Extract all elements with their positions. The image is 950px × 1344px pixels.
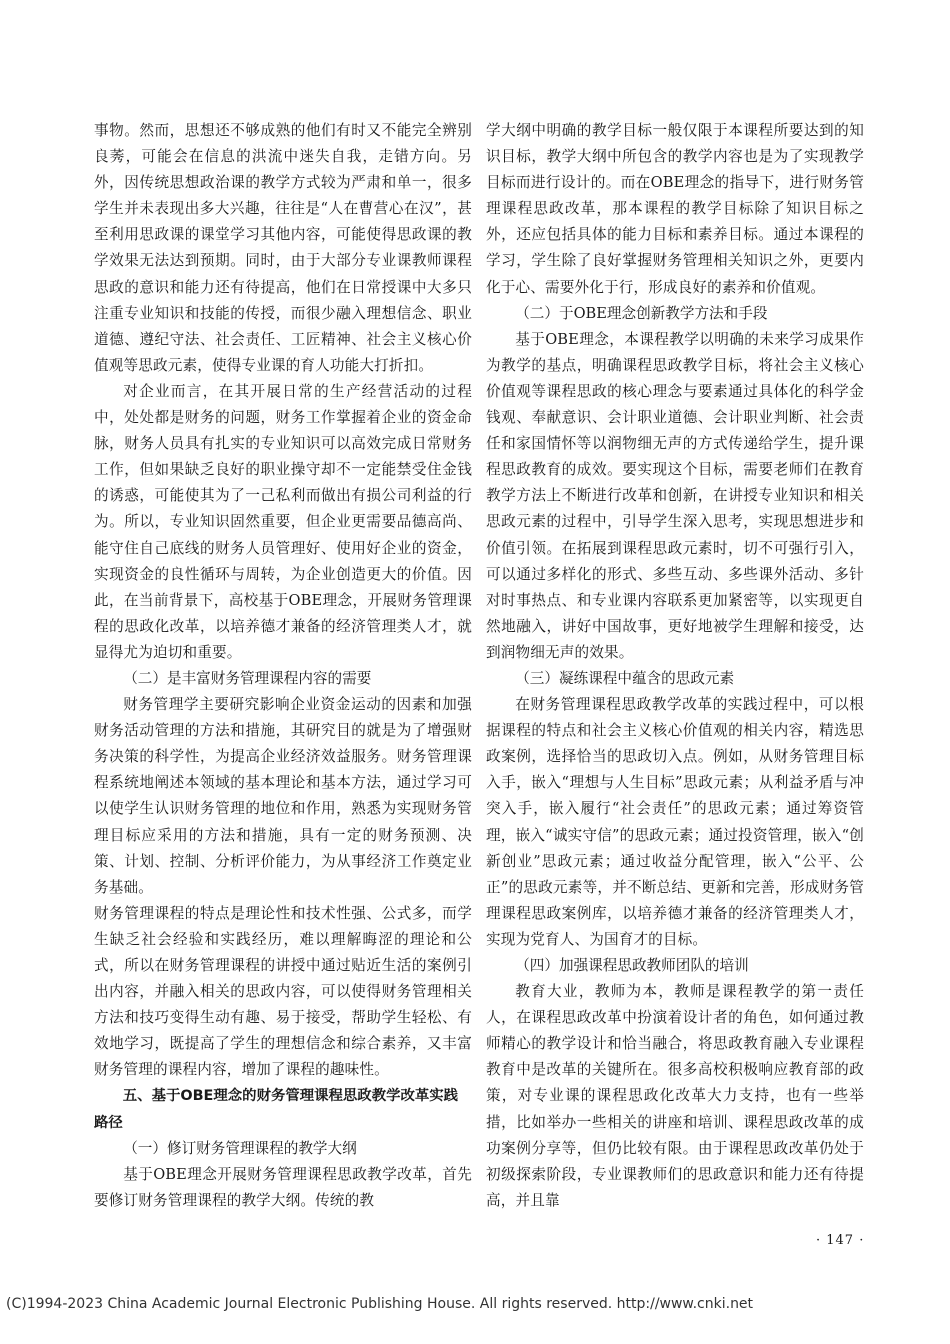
left-paragraph-3: 财务管理学主要研究影响企业资金运动的因素和加强财务活动管理的方法和措施，其研究目的就是为了增强财务决策的科学性，为提高企业经济效益服务。财务管理课程系统地阐述本领域的基本理论和基本方法，通过学习可以使学生认识财务管理的地位和作用，熟悉为实现财务管理目标应采用的方法和措施，具有一定的财务预测、决策、计划、控制、分析评价能力，为从事经济工作奠定业务基础。	[94, 696, 472, 896]
subheading-innovate-methods: （二）于OBE理念创新教学方法和手段	[515, 304, 768, 322]
left-column	[94, 118, 472, 1214]
copyright-footer: (C)1994-2023 China Academic Journal Electronic Publishing House. All rights reserved. http://www.cnki.net	[6, 1296, 754, 1312]
right-column	[486, 118, 864, 1214]
left-paragraph-2: 对企业而言，在其开展日常的生产经营活动的过程中，处处都是财务的问题，财务工作掌握着企业的资金命脉，财务人员具有扎实的专业知识可以高效完成日常财务工作，但如果缺乏良好的职业操守却不一定能禁受住金钱的诱惑，可能使其为了一己私利而做出有损公司利益的行为。所以，专业知识固然重要，但企业更需要品德高尚、能守住自己底线的财务人员管理好、使用好企业的资金，实现资金的良性循环与周转，为企业创造更大的价值。因此，在当前背景下，高校基于OBE理念，开展财务管理课程的思政化改革，以培养德才兼备的经济管理类人才，就显得尤为迫切和重要。	[94, 382, 472, 661]
subheading-teacher-training: （四）加强课程思政教师团队的培训	[515, 957, 749, 974]
subheading-ideological-elements: （三）凝练课程中蕴含的思政元素	[515, 669, 735, 687]
left-paragraph-1: 事物。然而，思想还不够成熟的他们有时又不能完全辨别良莠，可能会在信息的洪流中迷失自我，走错方向。另外，因传统思想政治课的教学方式较为严肃和单一，很多学生并未表现出多大兴趣，往往是“人在曹营心在汉”，甚至利用思政课的课堂学习其他内容，可能使得思政课的教学效果无法达到预期。同时，由于大部分专业课教师课程思政的意识和能力还有待提高，他们在日常授课中大多只注重专业知识和技能的传授，而很少融入理想信念、职业道德、遵纪守法、社会责任、工匠精神、社会主义核心价值观等思政元素，使得专业课的育人功能大打折扣。	[94, 122, 472, 374]
right-paragraph-2: 基于OBE理念，本课程教学以明确的未来学习成果作为教学的基点，明确课程思政教学目标，将社会主义核心价值观等课程思政的核心理念与要素通过具体化的科学金钱观、奉献意识、会计职业道德、会计职业判断、社会责任和家国情怀等以润物细无声的方式传递给学生，提升课程思政教育的成效。要实现这个目标，需要老师们在教育教学方法上不断进行改革和创新，在讲授专业知识和相关思政元素的过程中，引导学生深入思考，实现思想进步和价值引领。在拓展到课程思政元素时，切不可强行引入，可以通过多样化的形式、多些互动、多些课外活动、多针对时事热点、和专业课内容联系更加紧密等，以实现更自然地融入，讲好中国故事，更好地被学生理解和接受，达到润物细无声的效果。	[486, 330, 864, 661]
section-heading-five: 五、基于OBE理念的财务管理课程思政教学改革实践路径	[94, 1088, 459, 1131]
subheading-revise-syllabus: （一）修订财务管理课程的教学大纲	[123, 1139, 357, 1157]
left-paragraph-4: 财务管理课程的特点是理论性和技术性强、公式多，而学生缺乏社会经验和实践经历，难以理解晦涩的理论和公式，所以在财务管理课程的讲授中通过贴近生活的案例引出内容，并融入相关的思政内容，可以使得财务管理相关方法和技巧变得生动有趣、易于接受，帮助学生轻松、有效地学习，既提高了学生的理想信念和综合素养，又丰富财务管理的课程内容，增加了课程的趣味性。	[94, 904, 472, 1079]
right-paragraph-3: 在财务管理课程思政教学改革的实践过程中，可以根据课程的特点和社会主义核心价值观的相关内容，精选思政案例，选择恰当的思政切入点。例如，从财务管理目标入手，嵌入“理想与人生目标”思政元素；从利益矛盾与冲突入手，嵌入履行“社会责任”的思政元素；通过筹资管理，嵌入“诚实守信”的思政元素；通过投资管理，嵌入“创新创业”思政元素；通过收益分配管理，嵌入“公平、公正”的思政元素等，并不断总结、更新和完善，形成财务管理课程思政案例库，以培养德才兼备的经济管理类人才，实现为党育人、为国育才的目标。	[486, 696, 864, 948]
left-paragraph-5: 基于OBE理念开展财务管理课程思政教学改革，首先要修订财务管理课程的教学大纲。传统的教	[94, 1165, 472, 1209]
right-paragraph-1: 学大纲中明确的教学目标一般仅限于本课程所要达到的知识目标，教学大纲中所包含的教学内容也是为了实现教学目标而进行设计的。而在OBE理念的指导下，进行财务管理课程思政改革，那本课程的教学目标除了知识目标之外，还应包括具体的能力目标和素养目标。通过本课程的学习，学生除了良好掌握财务管理相关知识之外，更要内化于心、需要外化于行，形成良好的素养和价值观。	[486, 122, 864, 296]
subheading-enrich-content: （二）是丰富财务管理课程内容的需要	[123, 669, 372, 687]
page-number: · 147 ·	[816, 1233, 865, 1248]
right-paragraph-4: 教育大业，教师为本，教师是课程教学的第一责任人，在课程思政改革中扮演着设计者的角色，如何通过教师精心的教学设计和恰当融合，将思政教育融入专业课程教育中是改革的关键所在。很多高校积极响应教育部的政策，对专业课的课程思政化改革大力支持，也有一些举措，比如举办一些相关的讲座和培训、课程思政改革的成功案例分享等，但仍比较有限。由于课程思政改革仍处于初级探索阶段，专业课教师们的思政意识和能力还有待提高，并且靠	[486, 983, 864, 1209]
